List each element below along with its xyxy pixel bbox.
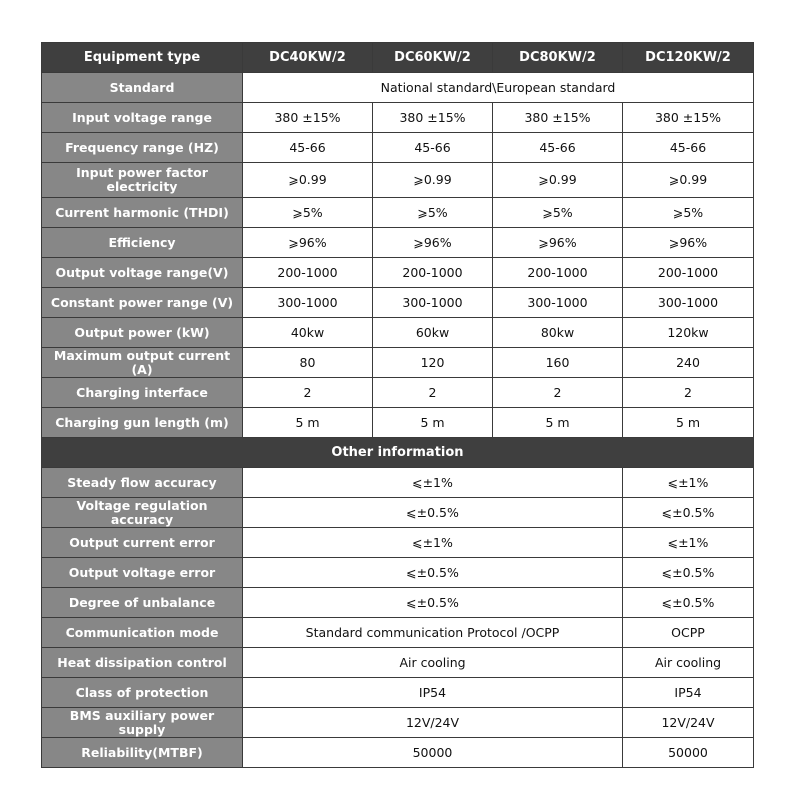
table-row bbox=[42, 528, 754, 558]
row-value: 2 bbox=[373, 378, 493, 408]
header-cell-dc120: DC120KW/2 bbox=[623, 43, 754, 73]
row-label: Frequency range (HZ) bbox=[42, 133, 243, 163]
row-label: Degree of unbalance bbox=[42, 588, 243, 618]
table-row bbox=[42, 163, 754, 198]
spec-rows bbox=[42, 103, 754, 438]
table-row bbox=[42, 348, 754, 378]
row-label: Voltage regulation accuracy bbox=[42, 498, 243, 528]
row-value: 120 bbox=[373, 348, 493, 378]
header-row bbox=[42, 43, 754, 73]
row-value: ⩾96% bbox=[493, 228, 623, 258]
row-value: 45-66 bbox=[623, 133, 754, 163]
row-value-shared: ⩽±0.5% bbox=[243, 558, 623, 588]
row-value: 300-1000 bbox=[493, 288, 623, 318]
standard-value: National standard\European standard bbox=[243, 73, 754, 103]
row-value: ⩾96% bbox=[243, 228, 373, 258]
row-value-dc120: ⩽±0.5% bbox=[623, 588, 754, 618]
row-value: 5 m bbox=[493, 408, 623, 438]
table-row bbox=[42, 468, 754, 498]
row-value-shared: Standard communication Protocol /OCPP bbox=[243, 618, 623, 648]
table-row bbox=[42, 408, 754, 438]
row-value-shared: 12V/24V bbox=[243, 708, 623, 738]
row-value: ⩾0.99 bbox=[373, 163, 493, 198]
table-row bbox=[42, 258, 754, 288]
table-row bbox=[42, 738, 754, 768]
row-value: 200-1000 bbox=[243, 258, 373, 288]
row-value-shared: Air cooling bbox=[243, 648, 623, 678]
row-value-shared: IP54 bbox=[243, 678, 623, 708]
row-value: 200-1000 bbox=[373, 258, 493, 288]
row-label: Steady flow accuracy bbox=[42, 468, 243, 498]
row-value-dc120: ⩽±1% bbox=[623, 528, 754, 558]
row-label: Charging gun length (m) bbox=[42, 408, 243, 438]
table-row bbox=[42, 618, 754, 648]
row-value: ⩾5% bbox=[373, 198, 493, 228]
row-value: 5 m bbox=[243, 408, 373, 438]
table-row bbox=[42, 228, 754, 258]
row-label: Output power (kW) bbox=[42, 318, 243, 348]
table-row bbox=[42, 103, 754, 133]
table-row bbox=[42, 588, 754, 618]
section-title: Other information bbox=[42, 438, 754, 468]
row-value: 2 bbox=[623, 378, 754, 408]
row-value-shared: ⩽±0.5% bbox=[243, 498, 623, 528]
row-value: 160 bbox=[493, 348, 623, 378]
table-row bbox=[42, 198, 754, 228]
table-row bbox=[42, 378, 754, 408]
row-value-shared: ⩽±1% bbox=[243, 528, 623, 558]
row-value-dc120: IP54 bbox=[623, 678, 754, 708]
row-label: Charging interface bbox=[42, 378, 243, 408]
row-label: Efficiency bbox=[42, 228, 243, 258]
row-value: 120kw bbox=[623, 318, 754, 348]
header-cell-equipment-type: Equipment type bbox=[42, 43, 243, 73]
specification-table bbox=[41, 42, 754, 768]
row-value: 380 ±15% bbox=[493, 103, 623, 133]
row-value-shared: 50000 bbox=[243, 738, 623, 768]
table-row bbox=[42, 648, 754, 678]
row-label: Constant power range (V) bbox=[42, 288, 243, 318]
row-label: Class of protection bbox=[42, 678, 243, 708]
header-cell-dc80: DC80KW/2 bbox=[493, 43, 623, 73]
row-label: Output voltage error bbox=[42, 558, 243, 588]
row-value: 380 ±15% bbox=[243, 103, 373, 133]
row-value: 45-66 bbox=[243, 133, 373, 163]
header-cell-dc40: DC40KW/2 bbox=[243, 43, 373, 73]
row-value: ⩾5% bbox=[623, 198, 754, 228]
row-value-dc120: ⩽±0.5% bbox=[623, 498, 754, 528]
row-label: Input power factor electricity bbox=[42, 163, 243, 198]
row-value: ⩾0.99 bbox=[623, 163, 754, 198]
row-value: 300-1000 bbox=[243, 288, 373, 318]
table-row bbox=[42, 133, 754, 163]
other-rows bbox=[42, 468, 754, 768]
row-label: Output voltage range(V) bbox=[42, 258, 243, 288]
row-value: ⩾96% bbox=[373, 228, 493, 258]
row-value-dc120: Air cooling bbox=[623, 648, 754, 678]
row-value-dc120: 12V/24V bbox=[623, 708, 754, 738]
row-value: 80kw bbox=[493, 318, 623, 348]
row-value-dc120: ⩽±1% bbox=[623, 468, 754, 498]
row-value: 40kw bbox=[243, 318, 373, 348]
row-label: Reliability(MTBF) bbox=[42, 738, 243, 768]
row-label: Input voltage range bbox=[42, 103, 243, 133]
table-row bbox=[42, 318, 754, 348]
table-row bbox=[42, 498, 754, 528]
row-value-dc120: OCPP bbox=[623, 618, 754, 648]
row-value: ⩾96% bbox=[623, 228, 754, 258]
row-value: ⩾0.99 bbox=[243, 163, 373, 198]
row-value: 240 bbox=[623, 348, 754, 378]
table-row bbox=[42, 558, 754, 588]
row-value-shared: ⩽±0.5% bbox=[243, 588, 623, 618]
row-label: Standard bbox=[42, 73, 243, 103]
row-value: ⩾5% bbox=[493, 198, 623, 228]
row-label: Communication mode bbox=[42, 618, 243, 648]
row-label: Maximum output current (A) bbox=[42, 348, 243, 378]
row-label: BMS auxiliary power supply bbox=[42, 708, 243, 738]
table-row-standard bbox=[42, 73, 754, 103]
row-label: Heat dissipation control bbox=[42, 648, 243, 678]
row-value: 380 ±15% bbox=[623, 103, 754, 133]
row-value: 200-1000 bbox=[493, 258, 623, 288]
row-value: ⩾0.99 bbox=[493, 163, 623, 198]
row-value: 45-66 bbox=[493, 133, 623, 163]
row-value: 2 bbox=[493, 378, 623, 408]
table-row bbox=[42, 288, 754, 318]
row-value: 200-1000 bbox=[623, 258, 754, 288]
section-row bbox=[42, 438, 754, 468]
row-value: 5 m bbox=[623, 408, 754, 438]
row-value: 45-66 bbox=[373, 133, 493, 163]
row-value-dc120: 50000 bbox=[623, 738, 754, 768]
row-value: 5 m bbox=[373, 408, 493, 438]
row-value: ⩾5% bbox=[243, 198, 373, 228]
header-cell-dc60: DC60KW/2 bbox=[373, 43, 493, 73]
row-value-shared: ⩽±1% bbox=[243, 468, 623, 498]
row-value: 380 ±15% bbox=[373, 103, 493, 133]
row-value: 60kw bbox=[373, 318, 493, 348]
row-label: Output current error bbox=[42, 528, 243, 558]
row-value: 80 bbox=[243, 348, 373, 378]
row-value-dc120: ⩽±0.5% bbox=[623, 558, 754, 588]
row-value: 2 bbox=[243, 378, 373, 408]
table-row bbox=[42, 708, 754, 738]
row-label: Current harmonic (THDI) bbox=[42, 198, 243, 228]
table-row bbox=[42, 678, 754, 708]
row-value: 300-1000 bbox=[373, 288, 493, 318]
row-value: 300-1000 bbox=[623, 288, 754, 318]
